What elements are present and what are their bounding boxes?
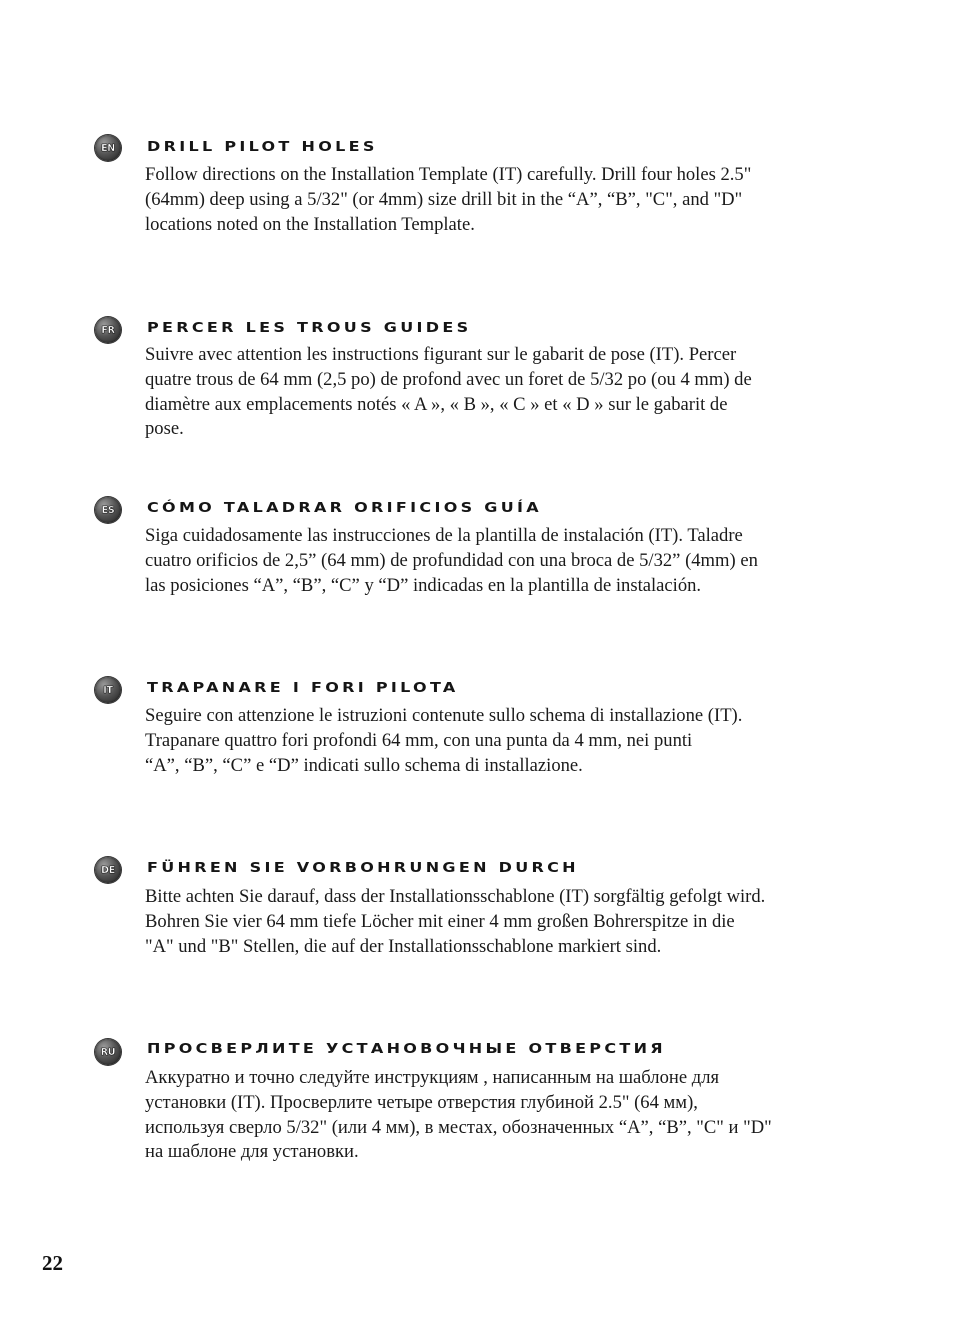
language-badge-es-icon: ES (95, 497, 121, 523)
body-line: las posiciones “A”, “B”, “C” y “D” indicadas en la plantilla de instalación. (145, 574, 702, 596)
section-heading: CÓMO TALADRAR ORIFICIOS GUÍA (147, 499, 542, 516)
section-body (145, 524, 845, 598)
body-line: Suivre avec attention les instructions figurant sur le gabarit de pose (IT). Percer (145, 344, 737, 365)
body-line: quatre trous de 64 mm (2,5 po) de profond avec un foret de 5/32 po (ou 4 mm) de (145, 368, 752, 390)
body-line: "A" und "B" Stellen, die auf der Installationsschablone markiert sind. (145, 935, 662, 957)
section-body (145, 343, 845, 442)
body-line: (64mm) deep using a 5/32" (or 4mm) size drill bit in the “A”, “B”, "C", and "D" (145, 188, 743, 210)
section-body (145, 1066, 845, 1165)
body-line: Bitte achten Sie darauf, dass der Installationsschablone (IT) sorgfältig gefolgt wird. (145, 886, 766, 907)
page-number: 22 (42, 1251, 63, 1275)
body-line: diamètre aux emplacements notés « A », « B », « C » et « D » sur le gabarit de (145, 393, 728, 415)
language-badge-ru-icon: RU (95, 1039, 121, 1065)
body-line: на шаблоне для установки. (145, 1141, 359, 1163)
language-badge-en-icon: EN (95, 135, 121, 161)
body-line: “A”, “B”, “C” e “D” indicati sullo schema di installazione. (145, 754, 583, 776)
body-line: используя сверло 5/32" (или 4 мм), в местах, обозначенных “A”, “B”, "C" и "D" (145, 1116, 772, 1138)
language-badge-fr-icon: FR (95, 317, 121, 343)
language-badge-de-icon: DE (95, 857, 121, 883)
body-line: pose. (145, 418, 184, 440)
body-line: Аккуратно и точно следуйте инструкциям , написанным на шаблоне для (145, 1067, 720, 1088)
section-heading: PERCER LES TROUS GUIDES (147, 319, 472, 336)
section-body (145, 885, 845, 959)
section-heading: FÜHREN SIE VORBOHRUNGEN DURCH (147, 859, 579, 876)
body-line: Seguire con attenzione le istruzioni contenute sullo schema di installazione (IT). (145, 705, 743, 726)
body-line: Trapanare quattro fori profondi 64 mm, con una punta da 4 mm, nei punti (145, 729, 693, 751)
section-heading: TRAPANARE I FORI PILOTA (147, 679, 459, 696)
language-badge-it-icon: IT (95, 677, 121, 703)
section-body (145, 163, 845, 237)
section-heading: DRILL PILOT HOLES (147, 138, 378, 155)
body-line: Siga cuidadosamente las instrucciones de la plantilla de instalación (IT). Taladre (145, 525, 743, 546)
section-body (145, 704, 845, 778)
section-heading: ПРОСВЕРЛИТЕ УСТАНОВОЧНЫЕ ОТВЕРСТИЯ (147, 1040, 666, 1057)
body-line: cuatro orificios de 2,5” (64 mm) de profundidad con una broca de 5/32” (4mm) en (145, 549, 758, 571)
body-line: установки (IT). Просверлите четыре отверстия глубиной 2.5" (64 мм), (145, 1091, 698, 1113)
body-line: Bohren Sie vier 64 mm tiefe Löcher mit einer 4 mm großen Bohrerspitze in die (145, 910, 735, 932)
body-line: locations noted on the Installation Template. (145, 213, 475, 235)
body-line: Follow directions on the Installation Template (IT) carefully. Drill four holes 2.5" (145, 164, 752, 185)
